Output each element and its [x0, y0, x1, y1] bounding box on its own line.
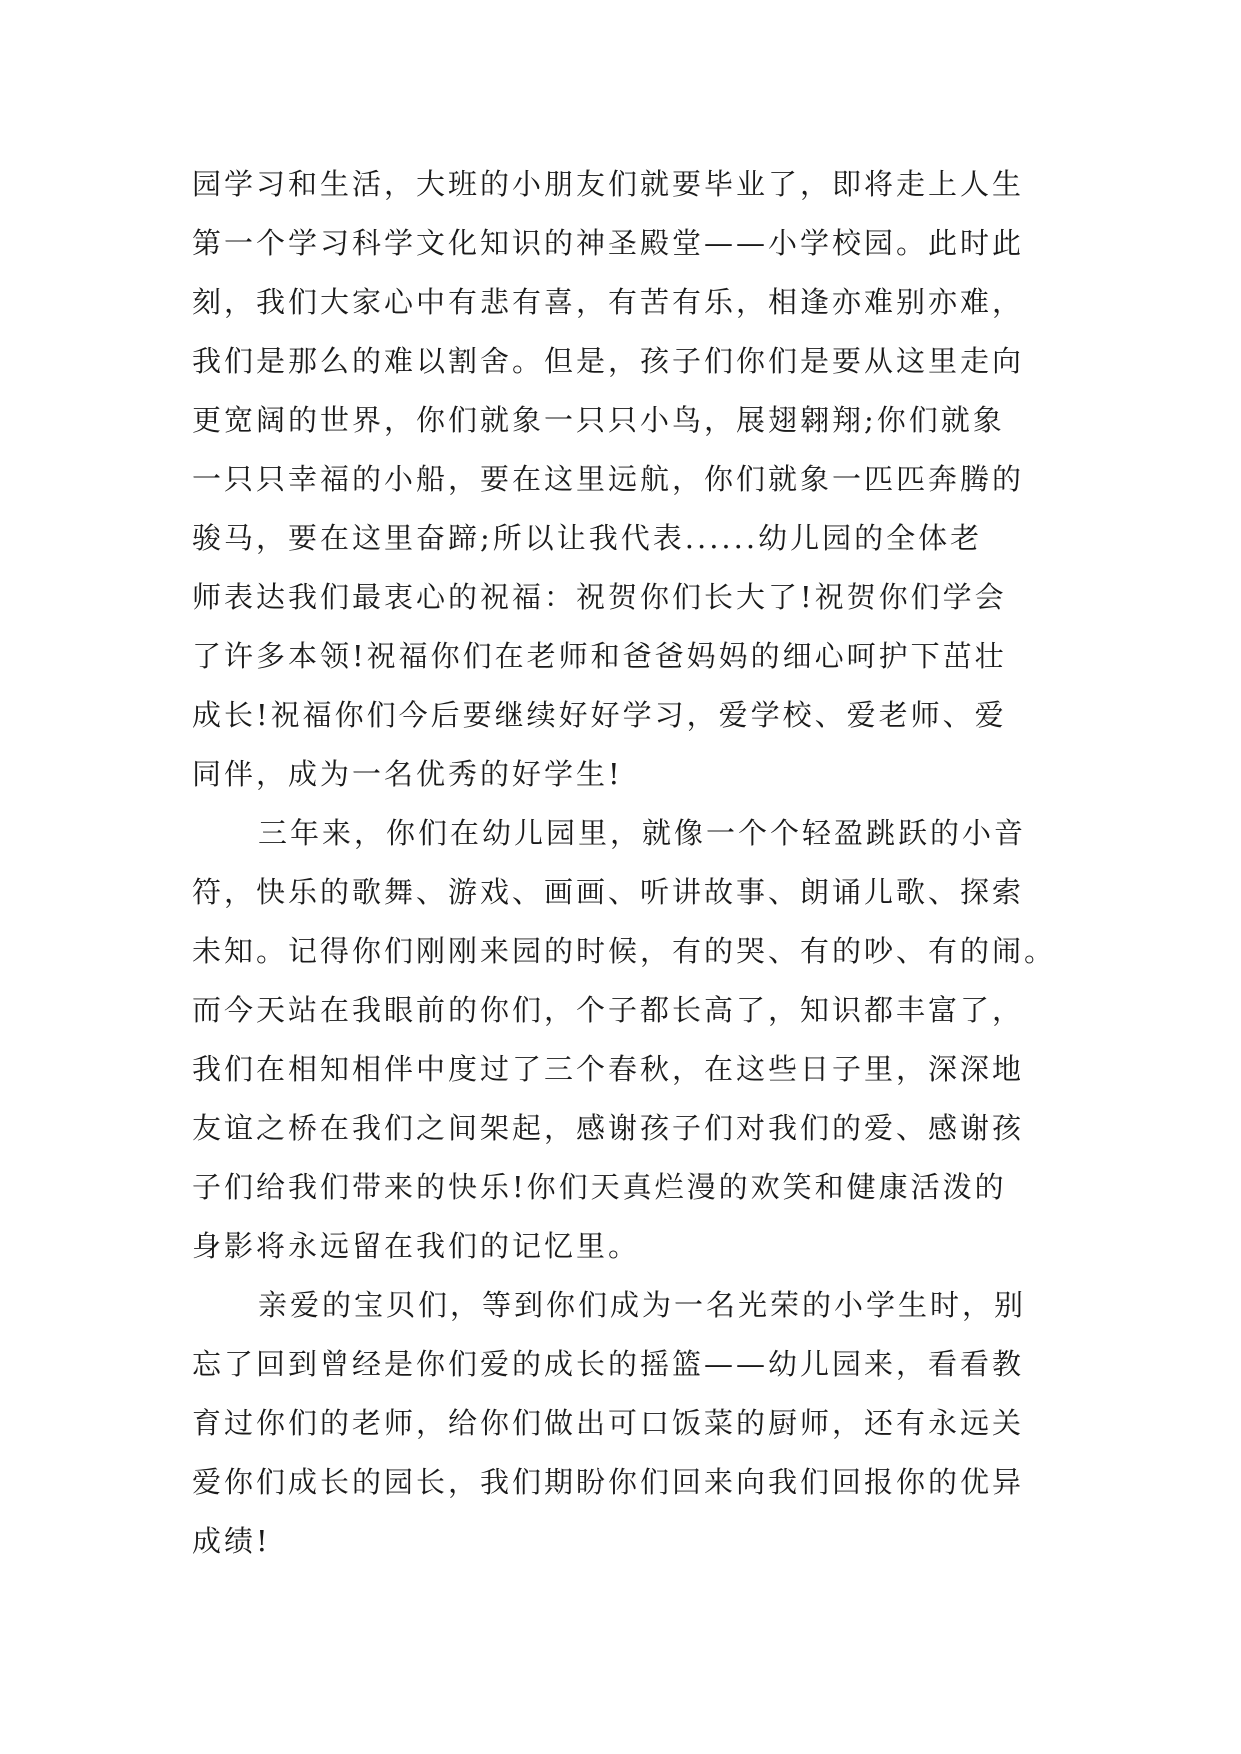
text-line: 第一个学习科学文化知识的神圣殿堂——小学校园。此时此 [192, 226, 1025, 260]
text-line: 亲爱的宝贝们，等到你们成为一名光荣的小学生时，别 [258, 1288, 1027, 1322]
paragraph-1 [192, 155, 1072, 804]
text-line: 园学习和生活，大班的小朋友们就要毕业了，即将走上人生 [192, 167, 1025, 201]
text-line: 身影将永远留在我们的记忆里。 [192, 1229, 641, 1263]
text-line: 一只只幸福的小船，要在这里远航，你们就象一匹匹奔腾的 [192, 462, 1025, 496]
text-line: 同伴，成为一名优秀的好学生! [192, 757, 623, 791]
paragraph-3 [192, 1276, 1072, 1571]
text-line: 忘了回到曾经是你们爱的成长的摇篮——幼儿园来，看看教 [192, 1347, 1025, 1381]
text-line: 成绩! [192, 1524, 271, 1558]
body-text [192, 155, 1072, 1571]
text-line: 刻，我们大家心中有悲有喜，有苦有乐，相逢亦难别亦难， [192, 285, 1025, 319]
text-line: 了许多本领!祝福你们在老师和爸爸妈妈的细心呵护下茁壮 [192, 639, 1007, 673]
text-line: 育过你们的老师，给你们做出可口饭菜的厨师，还有永远关 [192, 1406, 1025, 1440]
text-line: 而今天站在我眼前的你们，个子都长高了，知识都丰富了， [192, 993, 1025, 1027]
text-line: 三年来，你们在幼儿园里，就像一个个轻盈跳跃的小音 [258, 816, 1027, 850]
text-line: 更宽阔的世界，你们就象一只只小鸟，展翅翱翔;你们就象 [192, 403, 1005, 437]
text-line: 我们在相知相伴中度过了三个春秋，在这些日子里，深深地 [192, 1052, 1025, 1086]
text-line: 成长!祝福你们今后要继续好好学习，爱学校、爱老师、爱 [192, 698, 1007, 732]
text-line: 我们是那么的难以割舍。但是，孩子们你们是要从这里走向 [192, 344, 1025, 378]
text-line: 符，快乐的歌舞、游戏、画画、听讲故事、朗诵儿歌、探索 [192, 875, 1025, 909]
text-line: 未知。记得你们刚刚来园的时候，有的哭、有的吵、有的闹。 [192, 934, 1057, 968]
text-line: 子们给我们带来的快乐!你们天真烂漫的欢笑和健康活泼的 [192, 1170, 1007, 1204]
text-line: 爱你们成长的园长，我们期盼你们回来向我们回报你的优异 [192, 1465, 1025, 1499]
text-line: 骏马，要在这里奋蹄;所以让我代表......幼儿园的全体老 [192, 521, 983, 555]
paragraph-2 [192, 804, 1072, 1276]
text-line: 友谊之桥在我们之间架起，感谢孩子们对我们的爱、感谢孩 [192, 1111, 1025, 1145]
text-line: 师表达我们最衷心的祝福：祝贺你们长大了!祝贺你们学会 [192, 580, 1007, 614]
